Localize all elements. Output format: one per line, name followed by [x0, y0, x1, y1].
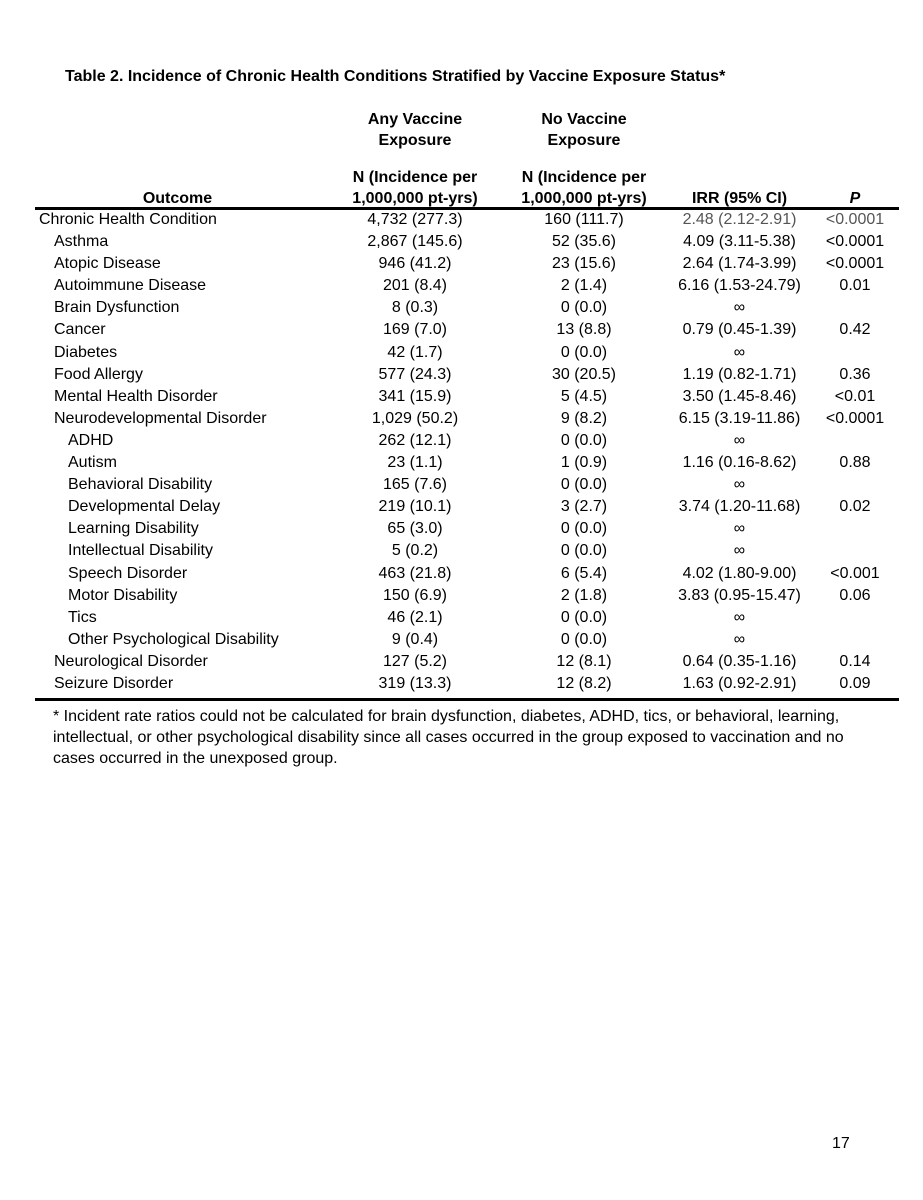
table-row [35, 496, 899, 518]
p-value-cell: 0.01 [839, 277, 871, 295]
any-vaccine-cell: 219 (10.1) [378, 498, 452, 516]
header-any-vaccine-exposure [330, 109, 500, 151]
table-row [35, 209, 899, 231]
p-value-cell: 0.42 [839, 321, 871, 339]
irr-cell: 6.15 (3.19-11.86) [678, 409, 801, 427]
table-row [35, 673, 899, 695]
header-line: N (Incidence per [521, 169, 647, 186]
p-value-cell [811, 430, 899, 452]
p-value-cell: <0.01 [834, 387, 876, 405]
no-vaccine-cell: 9 (8.2) [560, 409, 608, 427]
header-line: No Vaccine [541, 111, 627, 128]
outcome-cell: Brain Dysfunction [54, 299, 180, 317]
p-value-cell: <0.001 [830, 564, 880, 582]
irr-cell: ∞ [733, 343, 746, 361]
outcome-cell: Intellectual Disability [68, 542, 213, 560]
no-vaccine-cell: 0 (0.0) [560, 476, 608, 494]
table-row [35, 585, 899, 607]
irr-cell: ∞ [733, 542, 746, 560]
p-value-cell: 0.14 [839, 652, 871, 670]
irr-cell: ∞ [733, 431, 746, 449]
table-row [35, 430, 899, 452]
outcome-cell: Cancer [54, 321, 106, 339]
irr-cell: ∞ [733, 476, 746, 494]
any-vaccine-cell: 8 (0.3) [391, 299, 439, 317]
header-line: N (Incidence per [352, 169, 478, 186]
any-vaccine-cell: 165 (7.6) [382, 476, 448, 494]
table-row [35, 364, 899, 386]
any-vaccine-cell: 319 (13.3) [378, 674, 452, 692]
irr-cell: 3.83 (0.95-15.47) [678, 586, 801, 604]
irr-cell: ∞ [733, 608, 746, 626]
outcome-cell: ADHD [68, 431, 114, 449]
irr-cell: 4.09 (3.11-5.38) [683, 233, 796, 251]
no-vaccine-cell: 0 (0.0) [560, 608, 608, 626]
no-vaccine-cell: 30 (20.5) [551, 365, 617, 383]
outcome-cell: Neurodevelopmental Disorder [54, 409, 267, 427]
irr-cell: 3.74 (1.20-11.68) [678, 498, 801, 516]
outcome-cell: Autism [68, 454, 117, 472]
no-vaccine-cell: 0 (0.0) [560, 431, 608, 449]
outcome-cell: Behavioral Disability [68, 476, 213, 494]
irr-cell: 0.79 (0.45-1.39) [682, 321, 797, 339]
table-row [35, 563, 899, 585]
any-vaccine-cell: 46 (2.1) [387, 608, 443, 626]
no-vaccine-cell: 0 (0.0) [560, 520, 608, 538]
header-irr: IRR (95% CI) [691, 190, 788, 207]
table-row [35, 629, 899, 651]
outcome-cell: Learning Disability [68, 520, 199, 538]
table-row [35, 297, 899, 319]
p-value-cell: <0.0001 [825, 233, 885, 251]
irr-cell: ∞ [733, 299, 746, 317]
p-value-cell: 0.09 [839, 674, 871, 692]
table-row [35, 540, 899, 562]
header-n-incidence-none [500, 167, 668, 209]
any-vaccine-cell: 1,029 (50.2) [371, 409, 459, 427]
any-vaccine-cell: 169 (7.0) [382, 321, 448, 339]
irr-cell: ∞ [733, 520, 746, 538]
outcome-cell: Asthma [54, 233, 109, 251]
outcome-cell: Other Psychological Disability [68, 630, 279, 648]
any-vaccine-cell: 150 (6.9) [382, 586, 448, 604]
outcome-cell: Chronic Health Condition [39, 211, 217, 228]
outcome-cell: Seizure Disorder [54, 674, 174, 692]
any-vaccine-cell: 65 (3.0) [387, 520, 443, 538]
no-vaccine-cell: 1 (0.9) [560, 454, 608, 472]
irr-cell: 3.50 (1.45-8.46) [682, 387, 797, 405]
table-row [35, 651, 899, 673]
any-vaccine-cell: 42 (1.7) [387, 343, 443, 361]
irr-cell: 1.19 (0.82-1.71) [682, 365, 797, 383]
no-vaccine-cell: 6 (5.4) [560, 564, 608, 582]
p-value-cell [811, 540, 899, 562]
p-value-cell: <0.0001 [825, 409, 885, 427]
table-row [35, 474, 899, 496]
table-row [35, 342, 899, 364]
irr-cell: 1.63 (0.92-2.91) [682, 674, 797, 692]
outcome-cell: Speech Disorder [68, 564, 188, 582]
any-vaccine-cell: 23 (1.1) [387, 454, 443, 472]
any-vaccine-cell: 341 (15.9) [378, 387, 452, 405]
header-no-vaccine-exposure [500, 109, 668, 151]
any-vaccine-cell: 201 (8.4) [382, 277, 448, 295]
table-row [35, 607, 899, 629]
table-row [35, 408, 899, 430]
outcome-cell: Developmental Delay [68, 498, 221, 516]
outcome-cell: Neurological Disorder [54, 652, 208, 670]
any-vaccine-cell: 2,867 (145.6) [367, 233, 463, 251]
no-vaccine-cell: 13 (8.8) [556, 321, 612, 339]
header-line: Any Vaccine [367, 111, 463, 128]
irr-cell: 4.02 (1.80-9.00) [682, 564, 797, 582]
p-value-cell [811, 518, 899, 540]
table-row [35, 253, 899, 275]
p-value-cell: 0.02 [839, 498, 871, 516]
p-value-cell: 0.36 [839, 365, 871, 383]
header-line: 1,000,000 pt-yrs) [352, 190, 478, 207]
p-value-cell [811, 474, 899, 496]
table-bottom-rule [35, 698, 899, 701]
outcome-cell: Atopic Disease [54, 255, 161, 273]
table-row [35, 386, 899, 408]
any-vaccine-cell: 9 (0.4) [391, 630, 439, 648]
irr-cell: 1.16 (0.16-8.62) [682, 454, 797, 472]
outcome-cell: Food Allergy [54, 365, 143, 383]
header-line: 1,000,000 pt-yrs) [521, 190, 647, 207]
outcome-cell: Tics [68, 608, 97, 626]
p-value-cell [811, 607, 899, 629]
no-vaccine-cell: 12 (8.1) [556, 652, 612, 670]
any-vaccine-cell: 127 (5.2) [382, 652, 448, 670]
p-value-cell: 0.88 [839, 454, 871, 472]
no-vaccine-cell: 0 (0.0) [560, 542, 608, 560]
table-title: Table 2. Incidence of Chronic Health Conditions Stratified by Vaccine Exposure Status* [65, 68, 726, 85]
any-vaccine-cell: 5 (0.2) [391, 542, 439, 560]
no-vaccine-cell: 2 (1.4) [560, 277, 608, 295]
no-vaccine-cell: 0 (0.0) [560, 299, 608, 317]
p-value-cell: 0.06 [839, 586, 871, 604]
no-vaccine-cell: 0 (0.0) [560, 630, 608, 648]
header-line: Exposure [547, 132, 621, 149]
any-vaccine-cell: 463 (21.8) [378, 564, 452, 582]
header-p-value: P [849, 190, 861, 207]
no-vaccine-cell: 0 (0.0) [560, 343, 608, 361]
no-vaccine-cell: 12 (8.2) [556, 674, 612, 692]
header-n-incidence-any [330, 167, 500, 209]
table-footnote: * Incident rate ratios could not be calculated for brain dysfunction, diabetes, ADHD, tics, or behavioral, learning, intellectual, or other psychological disability since all cases occurred in the group exposed to vaccination and no cases occurred in the unexposed group. [53, 708, 844, 767]
table-row [35, 518, 899, 540]
any-vaccine-cell: 4,732 (277.3) [367, 211, 463, 228]
no-vaccine-cell: 160 (111.7) [544, 211, 624, 228]
no-vaccine-cell: 2 (1.8) [560, 586, 608, 604]
no-vaccine-cell: 23 (15.6) [551, 255, 617, 273]
any-vaccine-cell: 577 (24.3) [378, 365, 452, 383]
p-value-cell [811, 629, 899, 651]
irr-cell: 0.64 (0.35-1.16) [682, 652, 797, 670]
p-value-cell: <0.0001 [825, 255, 885, 273]
outcome-cell: Diabetes [54, 343, 118, 361]
no-vaccine-cell: 52 (35.6) [551, 233, 617, 251]
irr-cell: 6.16 (1.53-24.79) [678, 277, 801, 295]
header-line: Exposure [378, 132, 452, 149]
p-value-cell: <0.0001 [825, 211, 885, 228]
no-vaccine-cell: 3 (2.7) [560, 498, 608, 516]
outcome-cell: Motor Disability [68, 586, 178, 604]
table-row [35, 275, 899, 297]
table-row [35, 319, 899, 341]
irr-cell: 2.64 (1.74-3.99) [682, 255, 797, 273]
p-value-cell [811, 342, 899, 364]
p-value-cell [811, 297, 899, 319]
table-body [35, 209, 899, 695]
outcome-cell: Mental Health Disorder [54, 387, 218, 405]
no-vaccine-cell: 5 (4.5) [560, 387, 608, 405]
table-row [35, 231, 899, 253]
header-outcome: Outcome [142, 190, 213, 207]
any-vaccine-cell: 946 (41.2) [378, 255, 452, 273]
any-vaccine-cell: 262 (12.1) [378, 431, 452, 449]
irr-cell: ∞ [733, 630, 746, 648]
outcome-cell: Autoimmune Disease [54, 277, 207, 295]
table-row [35, 452, 899, 474]
page-number: 17 [832, 1135, 850, 1152]
irr-cell: 2.48 (2.12-2.91) [682, 211, 797, 228]
